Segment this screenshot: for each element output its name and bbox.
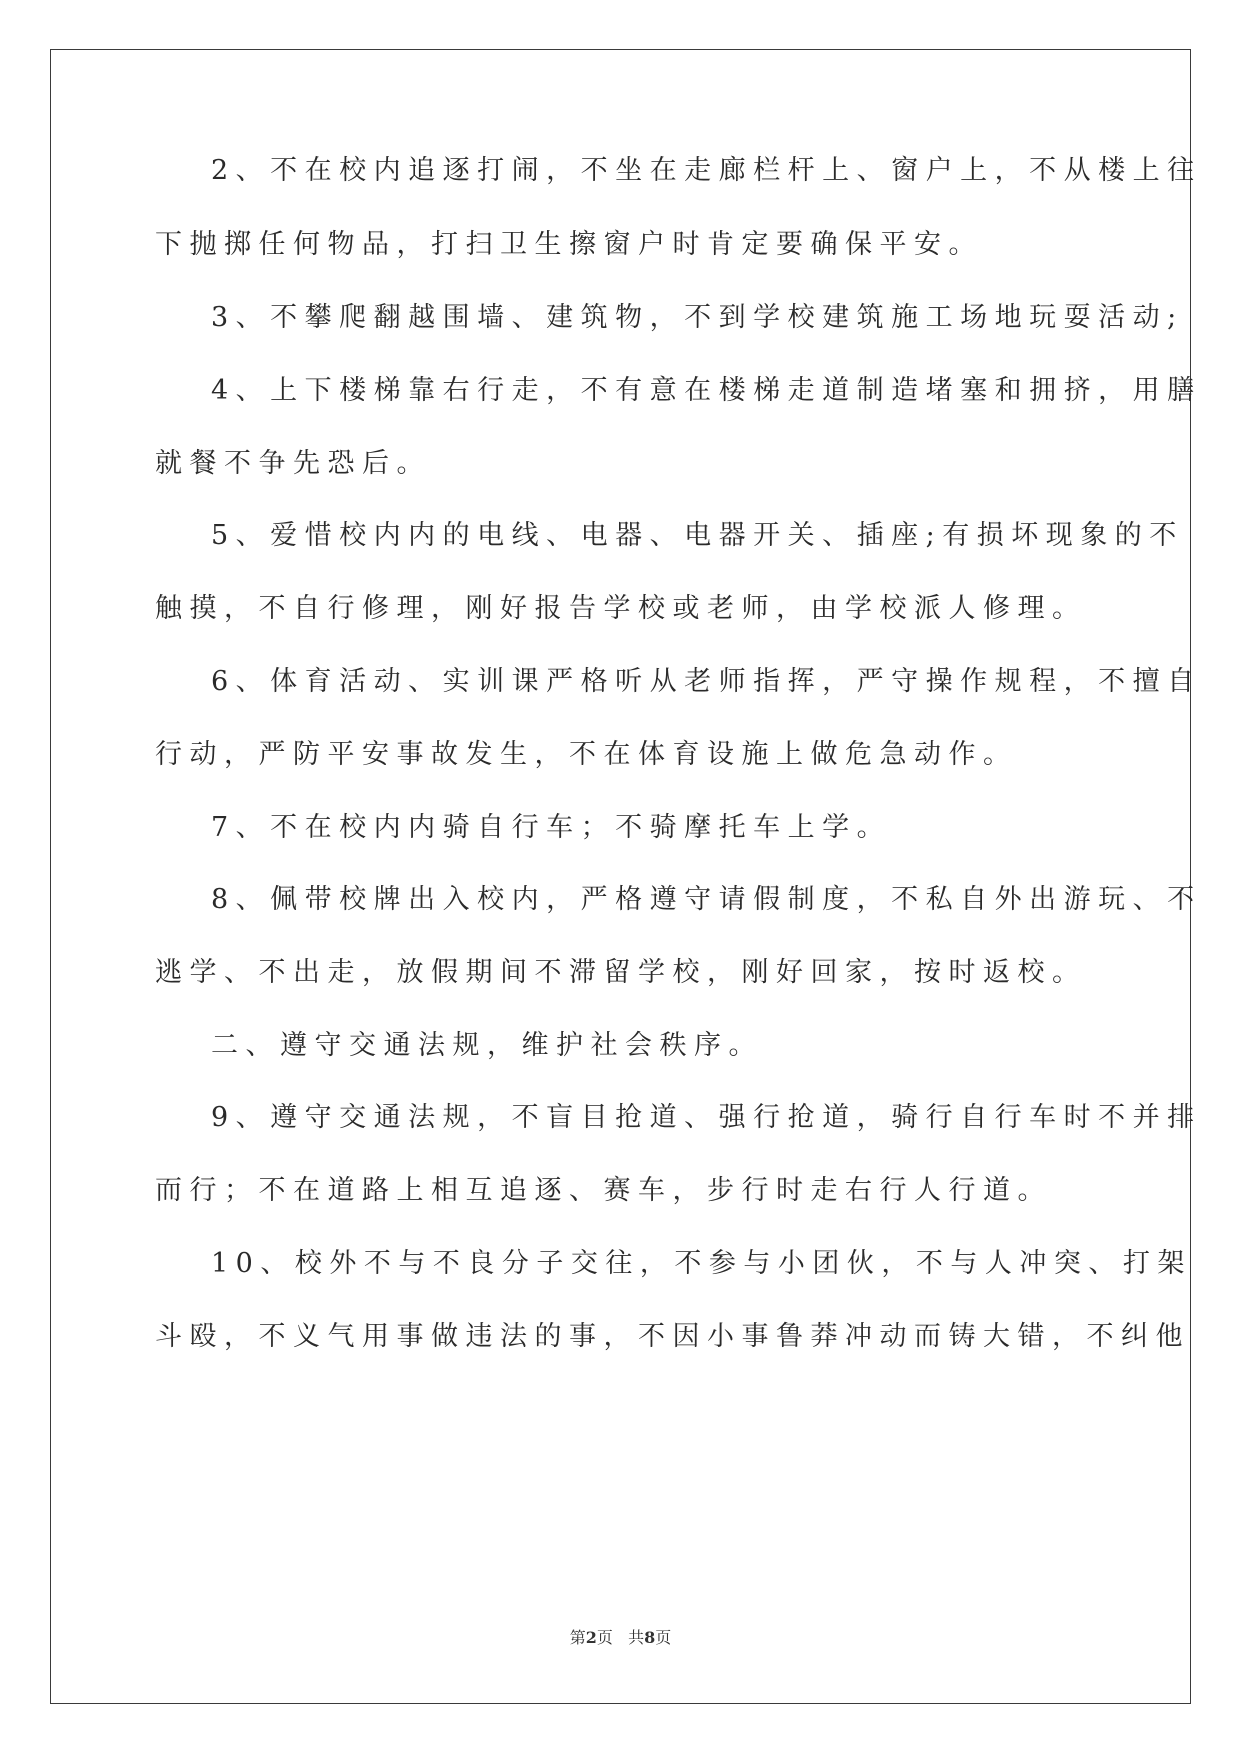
paragraph-line: 10、校外不与不良分子交往，不参与小团伙，不与人冲突、打架 <box>211 1248 1192 1279</box>
paragraph-line: 3、不攀爬翻越围墙、建筑物，不到学校建筑施工场地玩耍活动; <box>211 302 1184 333</box>
paragraph-line: 6、体育活动、实训课严格听从老师指挥，严守操作规程，不擅自 <box>211 666 1202 697</box>
paragraph-line: 触摸，不自行修理，刚好报告学校或老师，由学校派人修理。 <box>155 593 1087 624</box>
paragraph-line: 行动，严防平安事故发生，不在体育设施上做危急动作。 <box>155 739 1018 770</box>
paragraph-line: 就餐不争先恐后。 <box>155 448 431 479</box>
page-number-prefix: 第 <box>569 1628 586 1647</box>
paragraph-line: 8、佩带校牌出入校内，严格遵守请假制度，不私自外出游玩、不 <box>211 884 1202 915</box>
page-footer <box>0 1625 1241 1648</box>
paragraph-line: 4、上下楼梯靠右行走，不有意在楼梯走道制造堵塞和拥挤，用膳 <box>211 375 1202 406</box>
paragraph-line: 斗殴，不义气用事做违法的事，不因小事鲁莽冲动而铸大错，不纠他 <box>155 1321 1190 1352</box>
page-total-suffix: 页 <box>655 1628 672 1647</box>
paragraph-line: 下抛掷任何物品，打扫卫生擦窗户时肯定要确保平安。 <box>155 229 983 260</box>
paragraph-line: 2、不在校内追逐打闹，不坐在走廊栏杆上、窗户上，不从楼上往 <box>211 155 1202 186</box>
paragraph-line: 7、不在校内内骑自行车；不骑摩托车上学。 <box>211 812 892 843</box>
paragraph-line: 而行；不在道路上相互追逐、赛车，步行时走右行人行道。 <box>155 1175 1052 1206</box>
paragraph-line: 逃学、不出走，放假期间不滞留学校，刚好回家，按时返校。 <box>155 957 1087 988</box>
paragraph-line: 5、爱惜校内内的电线、电器、电器开关、插座;有损坏现象的不 <box>211 520 1184 551</box>
page-number-suffix: 页 <box>596 1628 613 1647</box>
page-total: 8 <box>644 1628 656 1647</box>
page-total-prefix: 共 <box>628 1628 645 1647</box>
section-heading: 二、遵守交通法规，维护社会秩序。 <box>211 1030 763 1061</box>
paragraph-line: 9、遵守交通法规，不盲目抢道、强行抢道，骑行自行车时不并排 <box>211 1102 1202 1133</box>
page-number-current: 2 <box>585 1628 597 1647</box>
